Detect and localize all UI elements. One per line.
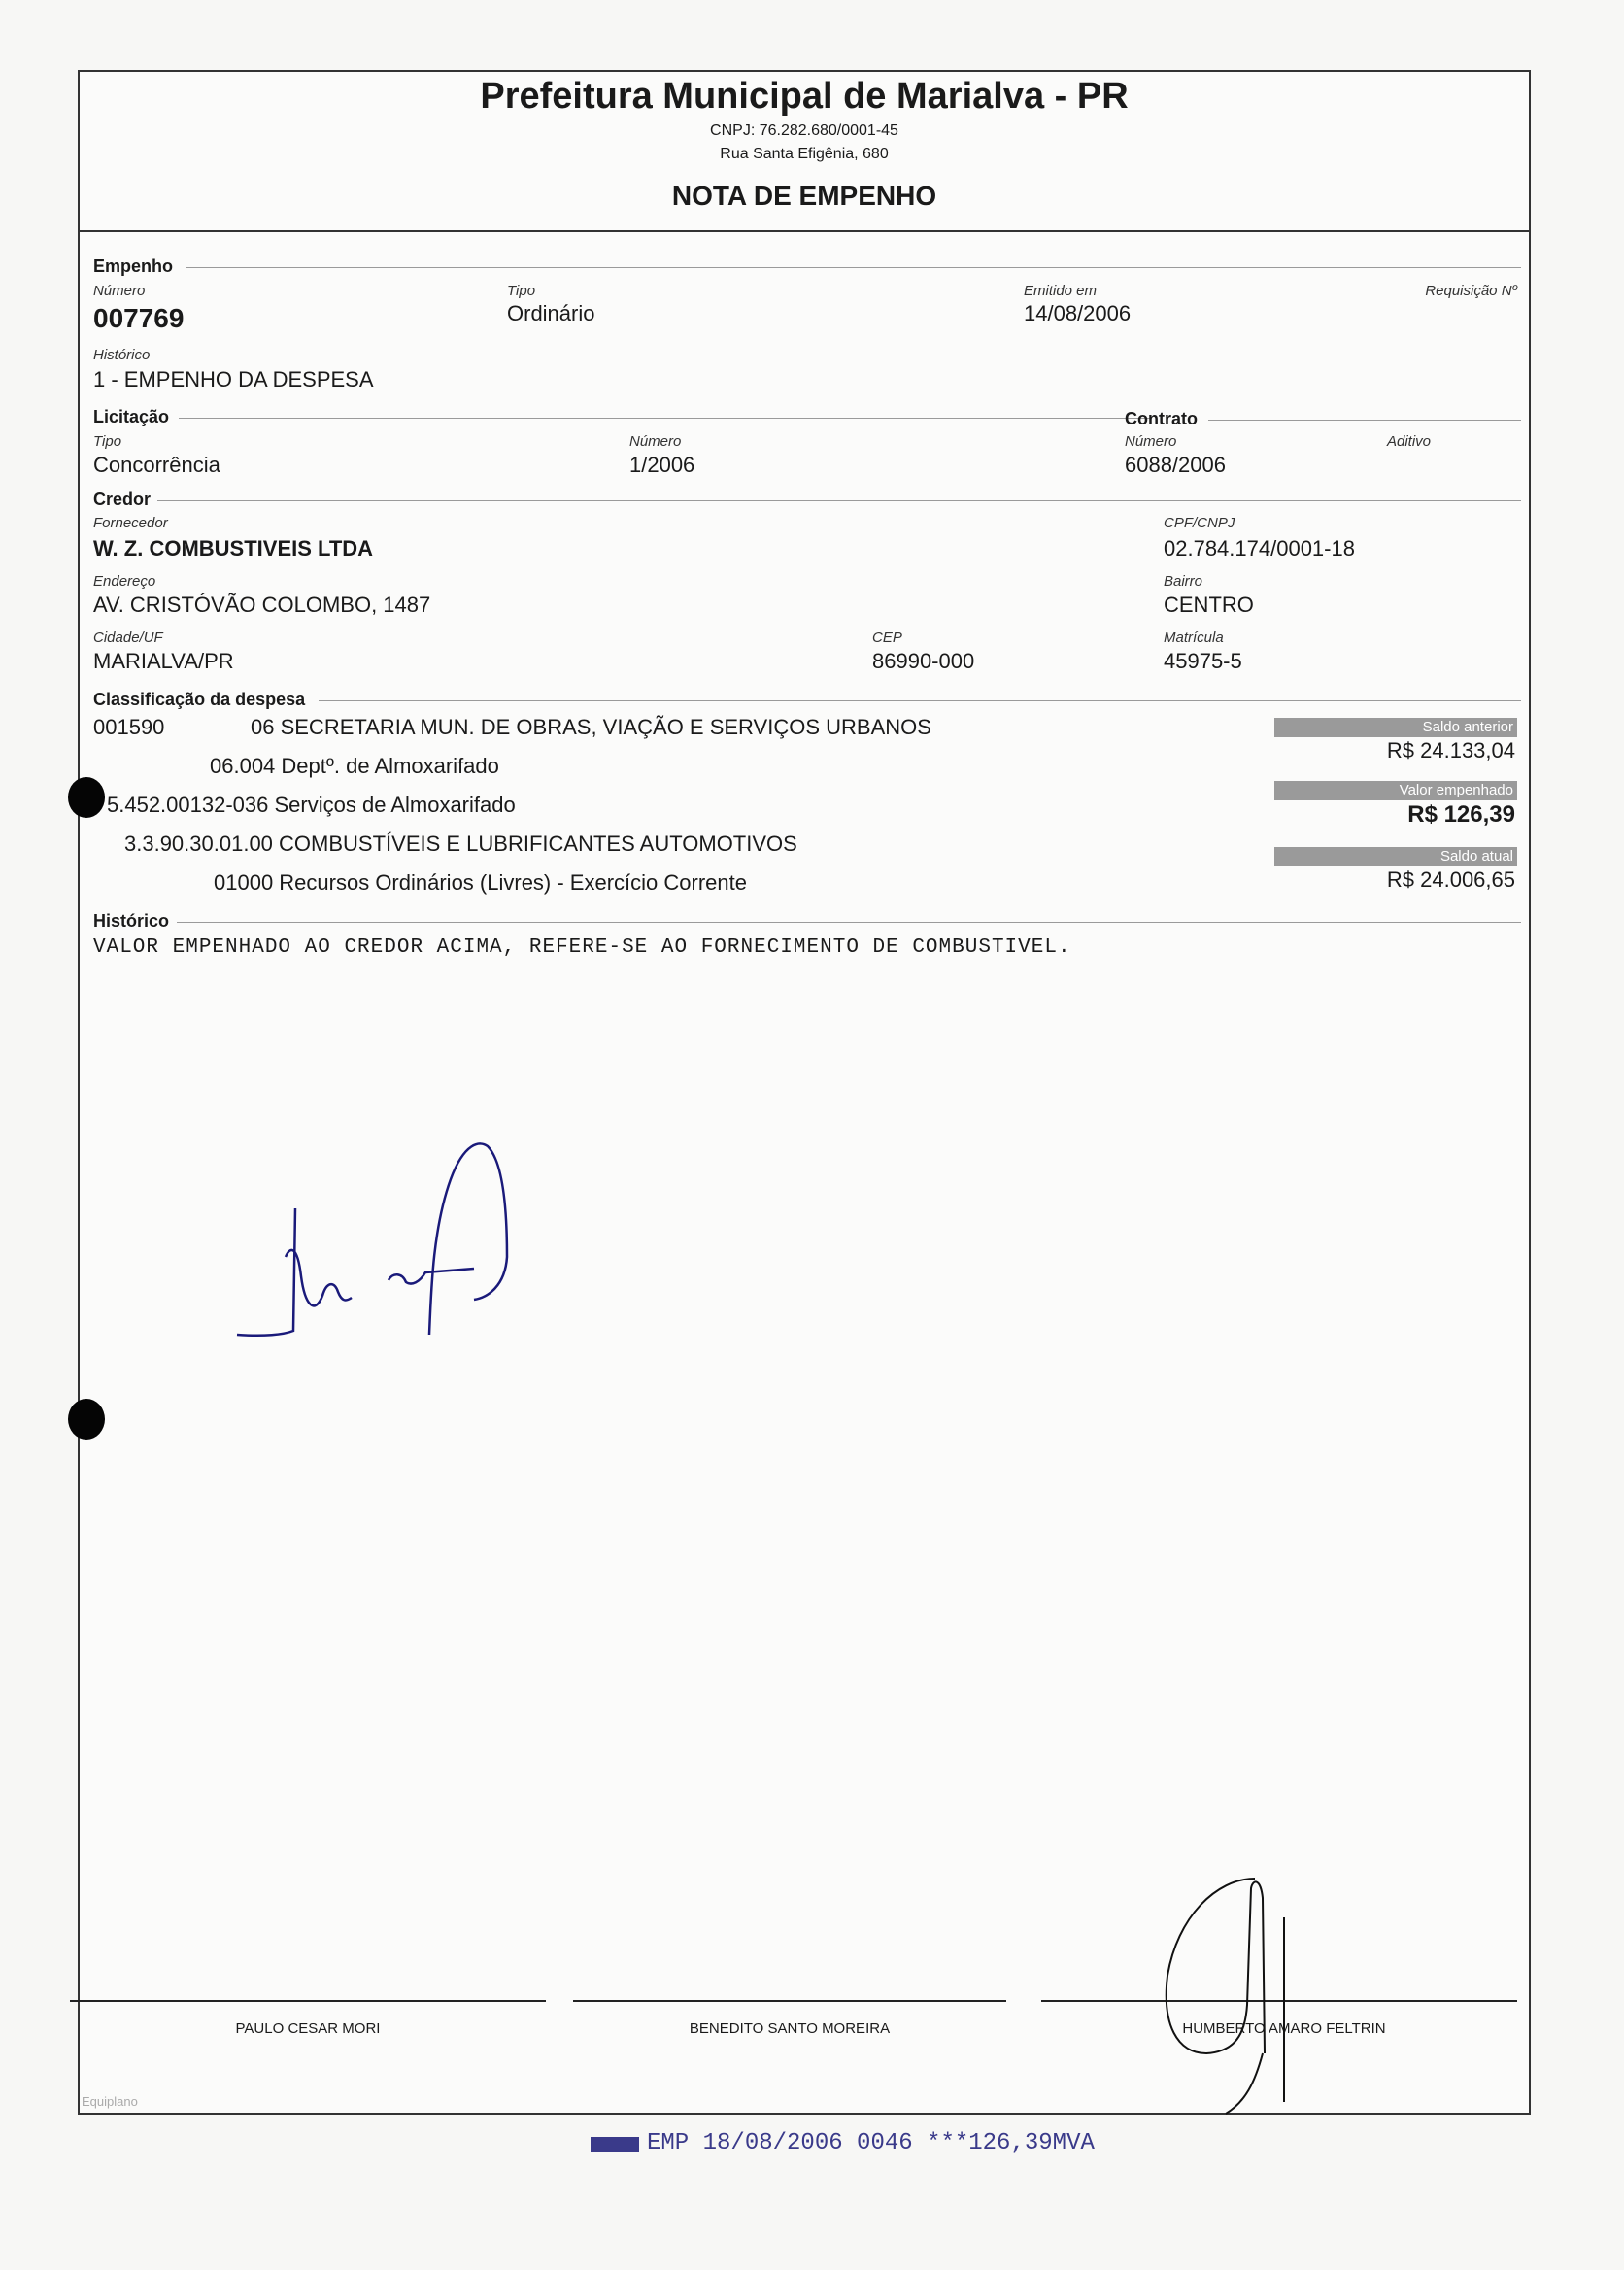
credor-bairro: CENTRO [1164, 593, 1254, 617]
signature-line-2 [573, 2000, 1006, 2002]
signature-line-1 [70, 2000, 546, 2002]
section-contrato-line [1208, 420, 1521, 421]
credor-cidade-label: Cidade/UF [93, 629, 163, 646]
classificacao-code: 001590 [93, 715, 165, 739]
credor-bairro-label: Bairro [1164, 573, 1203, 590]
punch-hole-top [68, 777, 105, 818]
credor-fornecedor: W. Z. COMBUSTIVEIS LTDA [93, 536, 374, 560]
classificacao-orgao: 06 SECRETARIA MUN. DE OBRAS, VIAÇÃO E SERVIÇOS URBANOS [251, 715, 931, 739]
section-classificacao-line [319, 700, 1521, 701]
section-credor-line [157, 500, 1521, 501]
section-historico-line [177, 922, 1521, 923]
signatory-1-name: PAULO CESAR MORI [235, 2020, 381, 2037]
section-historico: Histórico [93, 911, 170, 931]
licitacao-numero: 1/2006 [629, 453, 695, 477]
empenho-tipo-label: Tipo [507, 283, 536, 299]
licitacao-tipo-label: Tipo [93, 433, 122, 450]
valor-empenhado-label: Valor empenhado [1274, 781, 1517, 800]
licitacao-numero-label: Número [629, 433, 682, 450]
classificacao-funcional: 5.452.00132-036 Serviços de Almoxarifado [107, 793, 516, 817]
software-brand: Equiplano [82, 2094, 138, 2109]
credor-cep: 86990-000 [872, 649, 975, 673]
document-frame [78, 70, 1531, 2115]
contrato-numero: 6088/2006 [1125, 453, 1226, 477]
credor-cpf-label: CPF/CNPJ [1164, 515, 1235, 531]
section-licitacao: Licitação [93, 407, 170, 426]
signatory-3-name: HUMBERTO AMARO FELTRIN [1182, 2020, 1386, 2037]
section-licitacao-line [179, 418, 1150, 419]
stamp-mark-icon [591, 2137, 639, 2152]
classificacao-unidade: 06.004 Deptº. de Almoxarifado [210, 754, 499, 778]
empenho-historico-label: Histórico [93, 347, 151, 363]
credor-endereco-label: Endereço [93, 573, 156, 590]
empenho-numero-label: Número [93, 283, 146, 299]
section-empenho-line [186, 267, 1521, 268]
valor-empenhado-value: R$ 126,39 [1407, 801, 1515, 828]
empenho-emitido-label: Emitido em [1024, 283, 1098, 299]
saldo-anterior-value: R$ 24.133,04 [1386, 738, 1515, 762]
empenho-requisicao-label: Requisição Nº [1425, 283, 1517, 299]
stamp-text: EMP 18/08/2006 0046 ***126,39MVA [647, 2130, 1095, 2156]
licitacao-tipo: Concorrência [93, 453, 220, 477]
credor-cep-label: CEP [872, 629, 902, 646]
credor-fornecedor-label: Fornecedor [93, 515, 168, 531]
section-classificacao: Classificação da despesa [93, 690, 306, 709]
section-empenho: Empenho [93, 256, 174, 276]
contrato-numero-label: Número [1125, 433, 1177, 450]
saldo-atual-label: Saldo atual [1274, 847, 1517, 866]
credor-cpf: 02.784.174/0001-18 [1164, 536, 1355, 560]
classificacao-elemento: 3.3.90.30.01.00 COMBUSTÍVEIS E LUBRIFICANTES AUTOMOTIVOS [124, 831, 797, 856]
saldo-atual-value: R$ 24.006,65 [1386, 867, 1515, 892]
credor-cidade: MARIALVA/PR [93, 649, 234, 673]
header-divider [80, 230, 1529, 232]
empenho-emitido: 14/08/2006 [1024, 301, 1132, 325]
signatory-2-name: BENEDITO SANTO MOREIRA [689, 2020, 891, 2037]
contrato-aditivo-label: Aditivo [1387, 433, 1432, 450]
section-credor: Credor [93, 490, 152, 509]
saldo-anterior-label: Saldo anterior [1274, 718, 1517, 737]
empenho-tipo: Ordinário [507, 301, 595, 325]
signature-scribble-3 [1138, 1859, 1352, 2121]
classificacao-recurso: 01000 Recursos Ordinários (Livres) - Exercício Corrente [214, 870, 747, 895]
signature-scribble-1 [225, 1053, 556, 1344]
empenho-numero: 007769 [93, 303, 185, 333]
empenho-historico: 1 - EMPENHO DA DESPESA [93, 367, 374, 391]
punch-hole-bottom [68, 1399, 105, 1440]
document-title: NOTA DE EMPENHO [671, 181, 937, 211]
municipality-address: Rua Santa Efigênia, 680 [720, 146, 889, 162]
credor-matricula-label: Matrícula [1164, 629, 1224, 646]
municipality-cnpj: CNPJ: 76.282.680/0001-45 [710, 122, 898, 139]
historico-text: VALOR EMPENHADO AO CREDOR ACIMA, REFERE-SE AO FORNECIMENTO DE COMBUSTIVEL. [93, 936, 1071, 959]
municipality-title: Prefeitura Municipal de Marialva - PR [480, 76, 1129, 117]
credor-endereco: AV. CRISTÓVÃO COLOMBO, 1487 [93, 593, 431, 617]
section-contrato: Contrato [1125, 409, 1198, 428]
receipt-stamp [591, 2130, 1095, 2156]
credor-matricula: 45975-5 [1164, 649, 1242, 673]
